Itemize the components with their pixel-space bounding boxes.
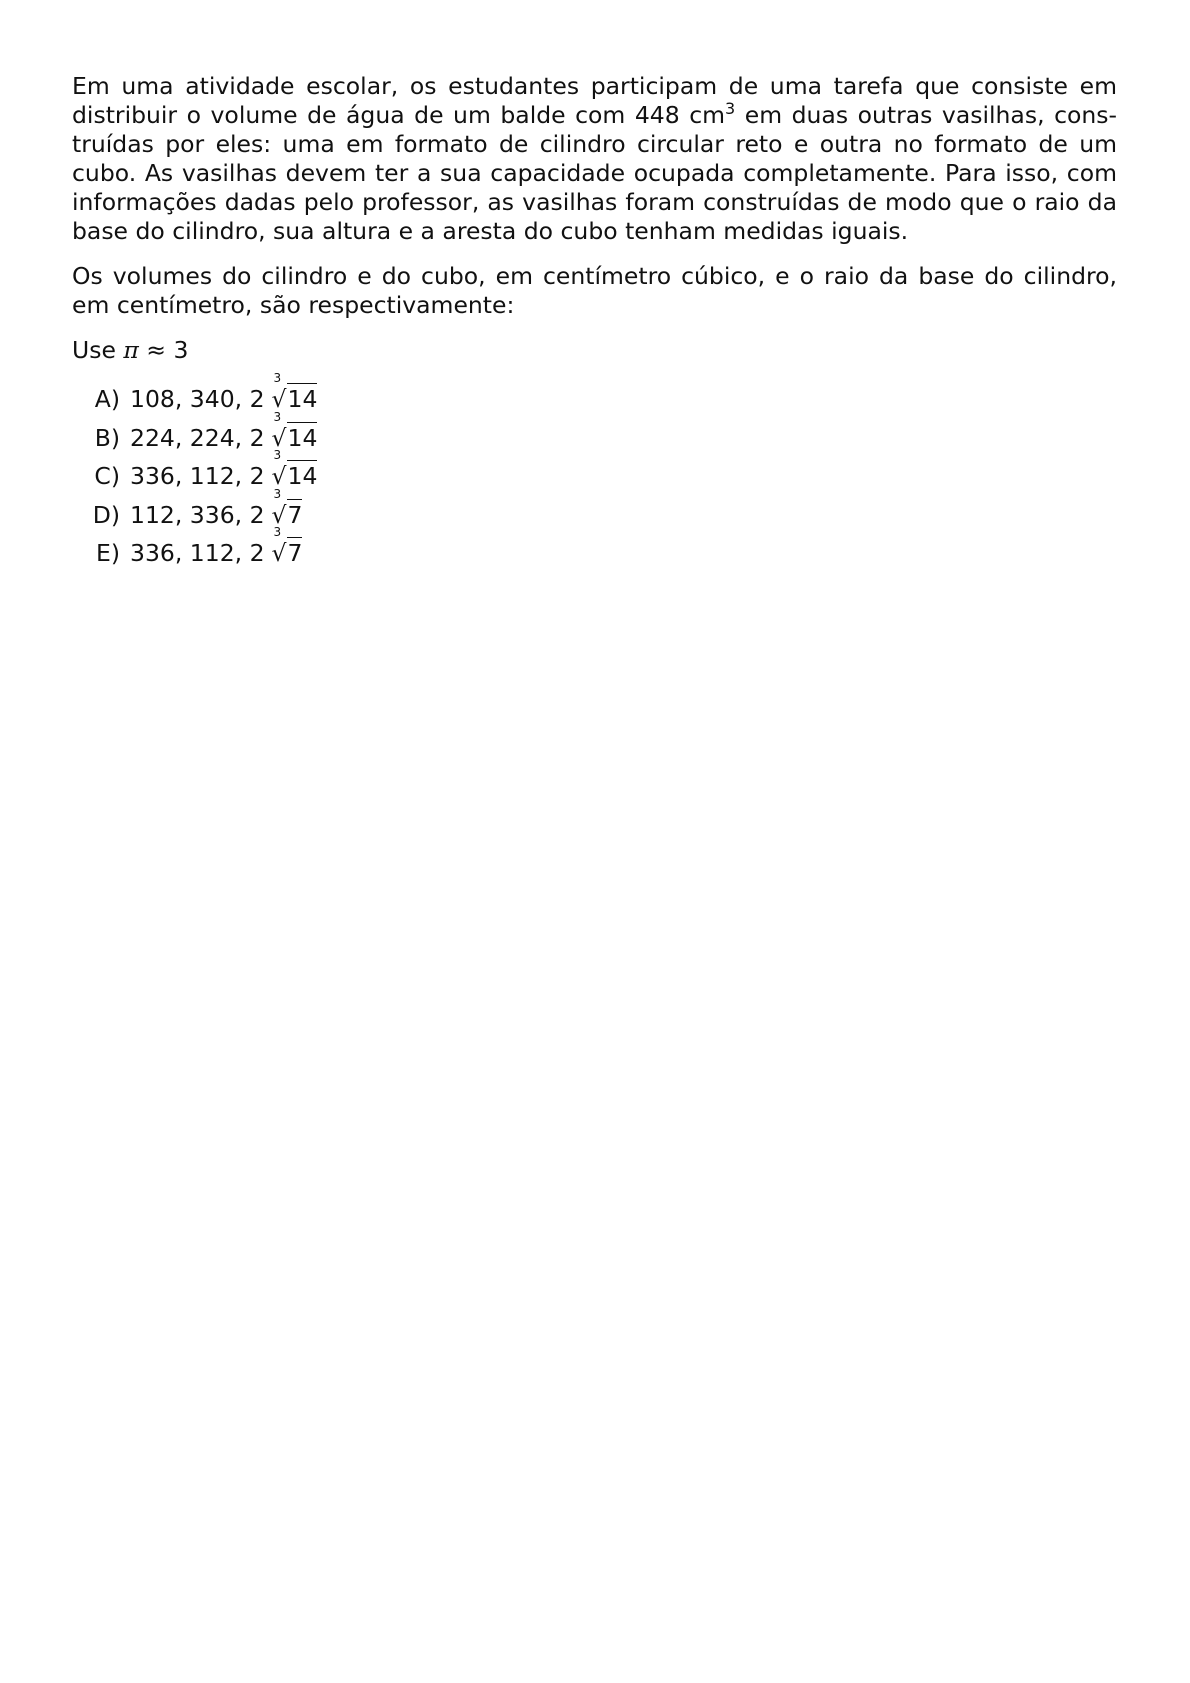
radicand: 14 [287,423,318,452]
question-document [72,72,1117,578]
option-values: 112, 336, 2 [130,500,265,529]
question-paragraph-2: Os volumes do cilindro e do cubo, em centímetro cúbico, e o raio da base do cilindro, em centímetro, são respectivamente: [72,262,1117,319]
cube-root [271,525,303,568]
option-e[interactable] [72,525,1117,578]
radical-sign-icon: √ [271,385,287,413]
radicand: 7 [287,500,303,529]
hint-prefix: Use [72,336,124,364]
option-d[interactable] [72,486,1117,540]
answer-options [72,371,1117,578]
radical-sign-icon: √ [271,539,287,567]
hint-approx-value: ≈ 3 [138,336,189,364]
root-index: 3 [273,486,282,501]
question-paragraph-1 [72,72,1117,246]
option-letter: C) [94,462,120,490]
radical-sign-icon: √ [271,500,287,529]
option-c[interactable] [72,448,1117,501]
option-b[interactable] [72,409,1117,463]
root-index: 3 [273,525,282,539]
option-letter: D) [92,500,120,529]
option-a[interactable] [72,371,1117,424]
pi-hint [72,336,1117,365]
option-values: 108, 340, 2 [130,385,265,413]
root-index: 3 [273,409,282,424]
option-values: 336, 112, 2 [130,539,265,567]
root-index: 3 [273,371,282,385]
paragraph-1-text-start: Em uma atividade escolar, os estudantes participam de uma tarefa que consiste em distribuir o volume de água de um balde com 448 cm [72,72,1117,129]
option-letter: B) [94,423,120,452]
option-letter: E) [95,539,120,567]
paragraph-1-text-end: em duas outras vasilhas, cons-truídas por eles: uma em formato de cilindro circular reto e outra no formato de um cubo. As vasilhas devem ter a sua capacidade ocupada completamente. Para isso, com informações dadas pelo professor, as vasilhas foram construídas de modo que o raio da base do cilindro, sua altura e a aresta do cubo tenham medidas iguais. [72,101,1117,245]
radical-sign-icon: √ [271,423,287,452]
radicand: 14 [287,462,318,490]
radicand: 14 [287,385,318,413]
option-values: 336, 112, 2 [130,462,265,490]
radicand: 7 [287,539,303,567]
radical-sign-icon: √ [271,462,287,490]
option-letter: A) [94,385,120,413]
option-values: 224, 224, 2 [130,423,265,452]
cubic-exponent: 3 [725,99,736,118]
pi-symbol: π [123,336,139,364]
root-index: 3 [273,448,282,462]
